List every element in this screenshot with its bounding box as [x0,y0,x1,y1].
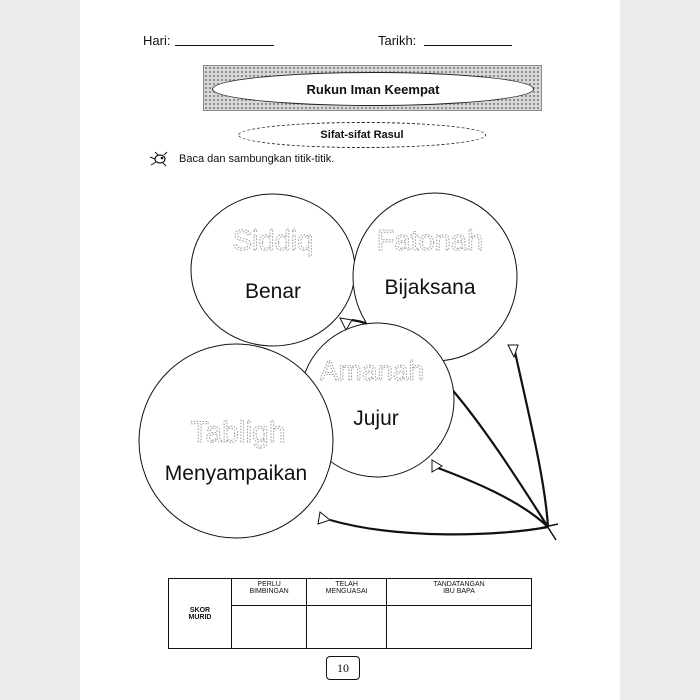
traced-word: Amanah [319,355,425,386]
cell-tandatangan[interactable] [387,606,532,649]
meaning-word: Menyampaikan [164,462,308,485]
score-table [168,578,532,649]
traced-word: Siddiq [232,225,314,257]
page-number: 10 [326,656,360,680]
instruction-text: Baca dan sambungkan titik-titik. [179,153,335,165]
meaning-word: Benar [244,280,302,303]
skor-murid-label: SKOR MURID [169,579,232,649]
page-title: Rukun Iman Keempat [212,72,534,106]
meaning-word: Jujur [353,407,399,430]
col-telah-menguasai-header: TELAH MENGUASAI [307,579,387,606]
string-amanah [438,468,548,527]
subtitle: Sifat-sifat Rasul [238,122,486,148]
col-perlu-bimbingan-header: PERLU BIMBINGAN [232,579,307,606]
balloon-tabligh [139,344,333,538]
col-tandatangan-header: TANDATANGAN IBU BAPA [387,579,532,606]
tarikh-label: Tarikh: [378,33,417,48]
hari-label: Hari: [143,33,171,48]
cell-perlu-bimbingan[interactable] [232,606,307,649]
cell-telah-menguasai[interactable] [307,606,387,649]
traced-word: Tabligh [190,416,286,449]
balloon-siddiq [191,194,355,346]
meaning-word: Bijaksana [384,276,476,299]
string-tabligh [330,520,548,534]
traced-word: Fatonah [376,225,484,257]
